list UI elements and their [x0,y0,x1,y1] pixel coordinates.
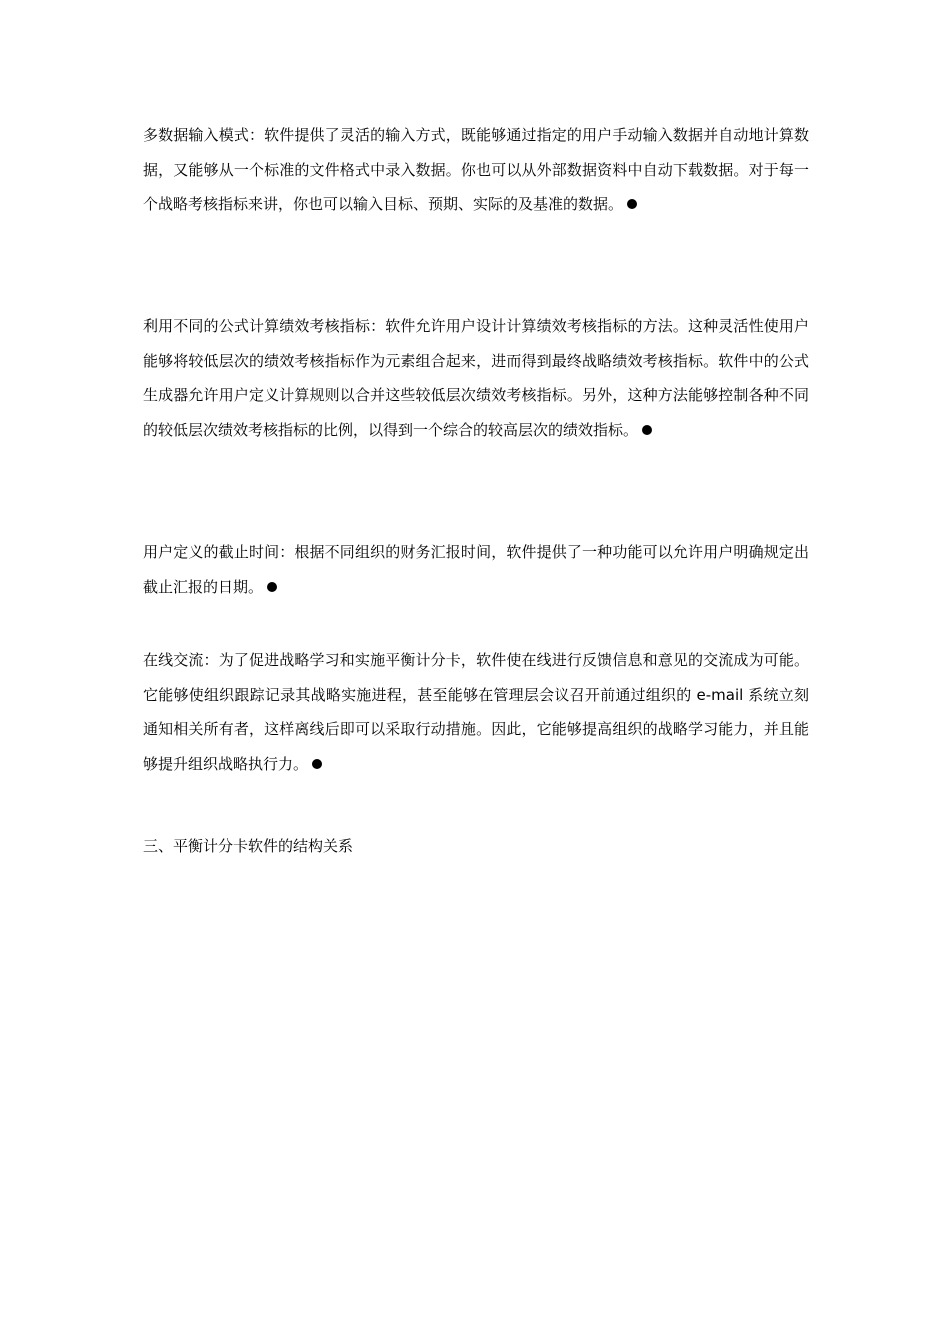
bullet-icon [312,759,322,769]
paragraph-text: 用户定义的截止时间：根据不同组织的财务汇报时间，软件提供了一种功能可以允许用户明确规定出截止汇报的日期。 [143,543,809,596]
paragraph-text: 在线交流：为了促进战略学习和实施平衡计分卡，软件使在线进行反馈信息和意见的交流成为可能。它能够使组织跟踪记录其战略实施进程，甚至能够在管理层会议召开前通过组织的 e-mail 系统立刻通知相关所有者，这样离线后即可以采取行动措施。因此，它能够提高组织的战略学习能力，并且能够提升组织战略执行力。 [143,651,809,773]
paragraph-text: 多数据输入模式：软件提供了灵活的输入方式，既能够通过指定的用户手动输入数据并自动地计算数据，又能够从一个标准的文件格式中录入数据。你也可以从外部数据资料中自动下载数据。对于每一个战略考核指标来讲，你也可以输入目标、预期、实际的及基准的数据。 [143,126,809,213]
paragraph-multi-data-input [143,118,809,222]
section-heading: 三、平衡计分卡软件的结构关系 [143,837,354,855]
paragraph-online-communication [143,643,809,781]
bullet-icon [267,582,277,592]
paragraph-formula-calculation [143,309,809,447]
paragraph-user-defined-deadline [143,535,809,604]
bullet-icon [642,425,652,435]
bullet-icon [627,199,637,209]
paragraph-text: 利用不同的公式计算绩效考核指标：软件允许用户设计计算绩效考核指标的方法。这种灵活性使用户能够将较低层次的绩效考核指标作为元素组合起来，进而得到最终战略绩效考核指标。软件中的公式生成器允许用户定义计算规则以合并这些较低层次绩效考核指标。另外，这种方法能够控制各种不同的较低层次绩效考核指标的比例，以得到一个综合的较高层次的绩效指标。 [143,317,809,439]
